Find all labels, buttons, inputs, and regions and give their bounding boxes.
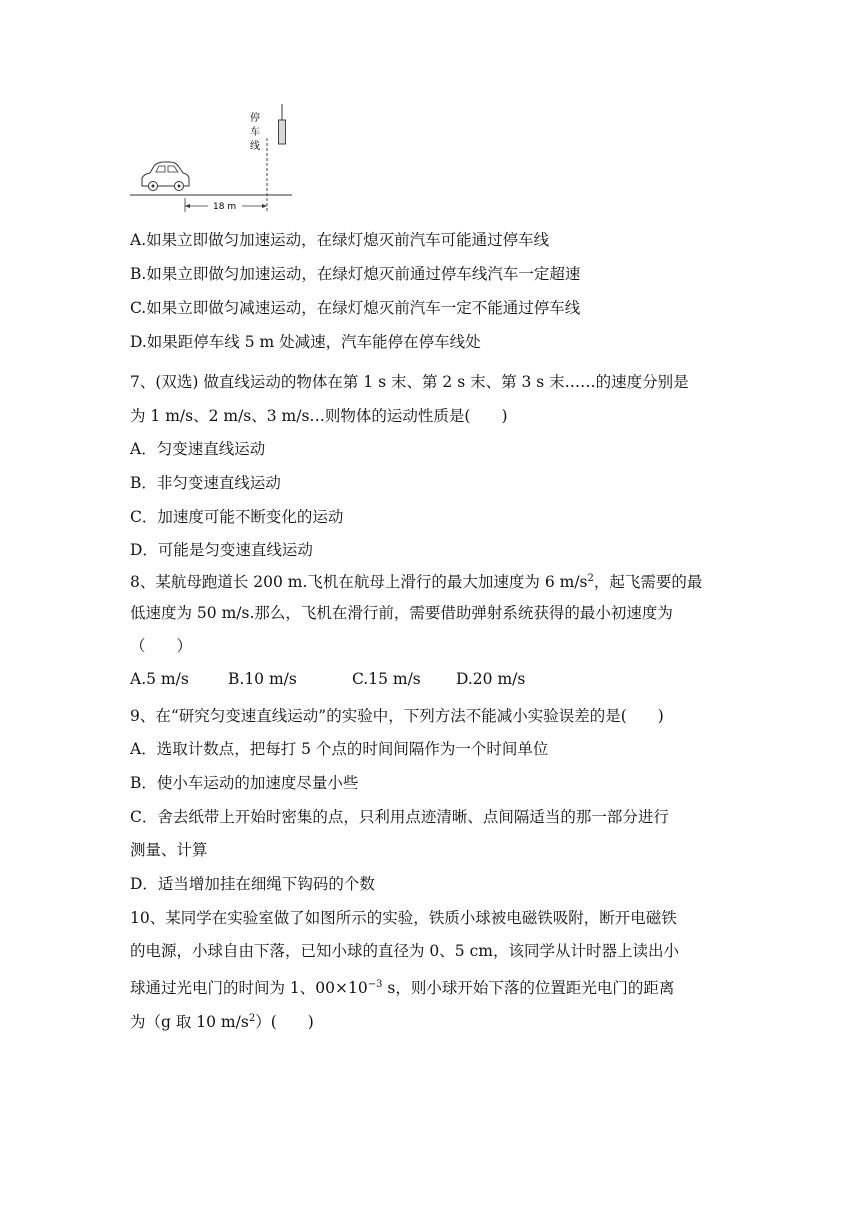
q10-stem-line-3 [130,974,674,999]
q9-stem: 9、在“研究匀变速直线运动”的实验中，下列方法不能减小实验误差的是( ) [130,707,664,725]
q9-option-b: B．使小车运动的加速度尽量小些 [130,774,359,792]
q7-option-b: B．非匀变速直线运动 [130,474,281,492]
stop-line-label-3: 线 [250,141,260,152]
q8-stem-1b: ，起飞需要的最 [593,573,703,592]
q9-option-c-continued: 测量、计算 [130,841,208,859]
q6-option-d: D.如果距停车线 5 m 处减速，汽车能停在停车线处 [130,333,481,351]
q10-stem-4b: ）( ) [255,1013,314,1032]
q6-option-a: A.如果立即做匀加速运动，在绿灯熄灭前汽车可能通过停车线 [130,231,550,249]
distance-label: 18 m [213,202,237,212]
q7-option-d: D．可能是匀变速直线运动 [130,541,313,559]
q10-stem-3b: s，则小球开始下落的位置距光电门的距离 [382,979,675,998]
q10-stem-3a: 球通过光电门的时间为 1、00×10 [130,979,368,998]
q9-option-a: A．选取计数点，把每打 5 个点的时间间隔作为一个时间单位 [130,740,549,758]
q10-stem-line-1: 10、某同学在实验室做了如图所示的实验，铁质小球被电磁铁吸附，断开电磁铁 [130,909,677,927]
q7-stem-line-1: 7、(双选) 做直线运动的物体在第 1 s 末、第 2 s 末、第 3 s 末……的速度分别是 [130,373,689,391]
q10-stem-4a: 为（g 取 10 m/s [130,1013,249,1032]
q10-stem-line-4 [130,1008,314,1033]
q8-option-a: A.5 m/s [130,670,189,688]
q8-options [130,668,525,690]
car-stop-line-figure [130,100,300,218]
q10-stem-4-superscript: 2 [248,1013,256,1024]
car-icon [142,162,189,191]
q7-option-a: A．匀变速直线运动 [130,440,266,458]
q8-option-d: D.20 m/s [456,670,526,688]
stop-line-label-1: 停 [250,113,260,124]
q10-stem-line-2: 的电源，小球自由下落，已知小球的直径为 0、5 cm，该同学从计时器上读出小 [130,942,679,960]
q7-stem-line-2: 为 1 m/s、2 m/s、3 m/s…则物体的运动性质是( ) [130,407,508,425]
q10-stem-3-superscript: −3 [367,979,383,990]
traffic-light-icon [279,120,286,144]
q8-stem-line-2: 低速度为 50 m/s.那么，飞机在滑行前，需要借助弹射系统获得的最小初速度为 [130,604,673,622]
q8-option-c: C.15 m/s [352,670,421,688]
q8-stem-1-superscript: 2 [587,573,594,584]
q8-stem-line-3: （ ） [130,637,193,655]
q6-option-b: B.如果立即做匀加速运动，在绿灯熄灭前通过停车线汽车一定超速 [130,265,581,283]
q7-option-c: C．加速度可能不断变化的运动 [130,508,344,526]
q6-option-c: C.如果立即做匀减速运动，在绿灯熄灭前汽车一定不能通过停车线 [130,299,581,317]
q8-option-b: B.10 m/s [228,670,297,688]
q9-option-c: C．舍去纸带上开始时密集的点，只利用点迹清晰、点间隔适当的那一部分进行 [130,808,669,826]
q9-option-d: D．适当增加挂在细绳下钩码的个数 [130,875,375,893]
stop-line-label-2: 车 [250,127,260,138]
q8-stem-1a: 8、某航母跑道长 200 m.飞机在航母上滑行的最大加速度为 6 m/s [130,573,588,592]
q8-stem-line-1 [130,568,702,593]
